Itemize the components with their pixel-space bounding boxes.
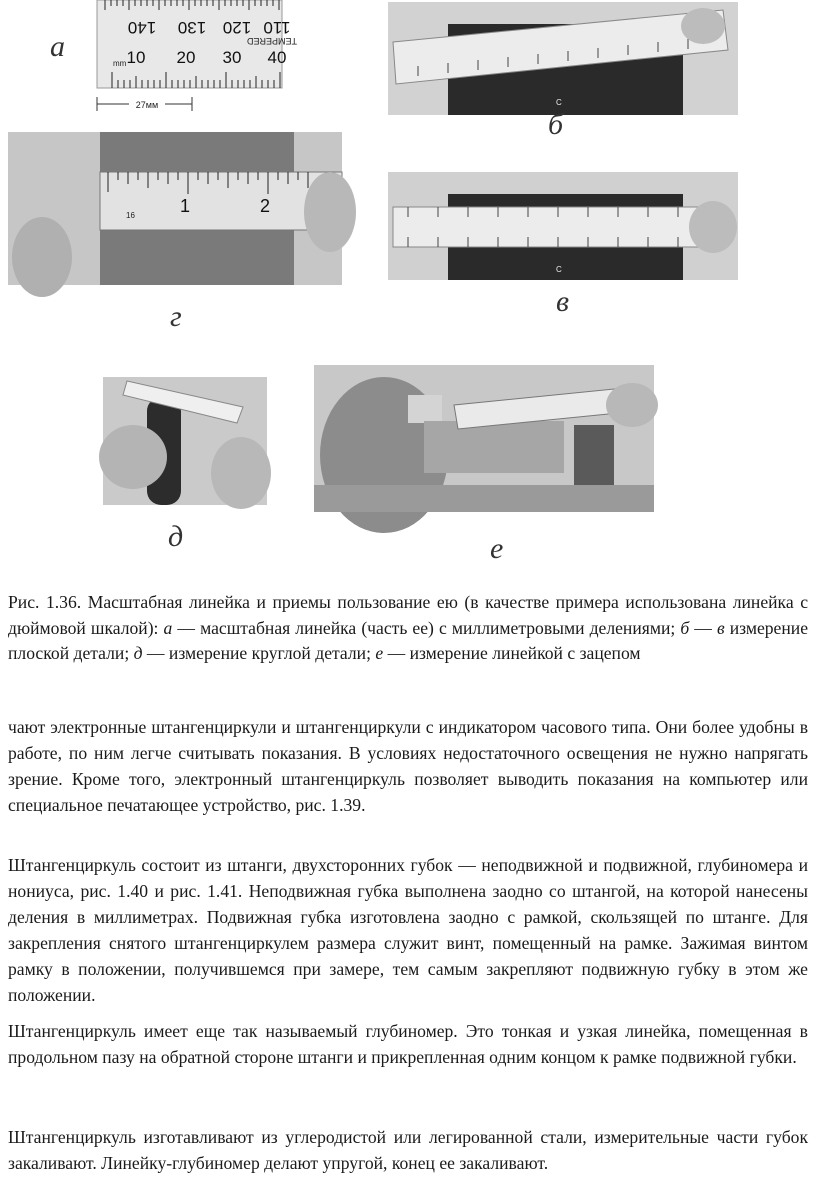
figure-g-photo bbox=[8, 132, 342, 285]
figure-e-drawing bbox=[314, 365, 654, 512]
caption-mark-d: д bbox=[133, 643, 143, 664]
ruler-g-tick-0: 1 bbox=[180, 196, 191, 216]
figure-v-photo bbox=[388, 172, 738, 280]
ruler-a-top-tick-0: 140 bbox=[127, 18, 157, 37]
ruler-a-unit: mm bbox=[113, 59, 127, 68]
figure-v-plate-letter: C bbox=[556, 265, 562, 274]
figure-b-drawing bbox=[388, 2, 738, 115]
figure-e-photo bbox=[314, 365, 654, 512]
figure-label-d: д bbox=[168, 520, 184, 553]
figure-caption bbox=[8, 590, 808, 667]
ruler-a-brand: TEMPERED bbox=[246, 36, 298, 46]
ruler-g-subdivision: 16 bbox=[126, 211, 135, 220]
paragraph-3: Штангенциркуль имеет еще так называемый глубиномер. Это тонкая и узкая линейка, помещенная в продольном пазу на обратной стороне штанги и прикрепленная одним концом к рамке подвижной губки. bbox=[8, 1021, 808, 1067]
caption-text-e: — измерение линейкой с зацепом bbox=[383, 643, 641, 664]
paragraph-2: Штангенциркуль состоит из штанги, двухсторонних губок — неподвижной и подвижной, глубиномера и нониуса, рис. 1.40 и рис. 1.41. Неподвижная губка выполнена заодно со штангой, на которой нанесены деления в миллиметрах. Подвижная губка изготовлена заодно с рамкой, скользящей по штанге. Для закрепления снятого штангенциркулем размера служит винт, помещенный на рамке. Зажимая винтом рамку в положении, получившемся при замере, тем самым закрепляют подвижную губку в этом же положении. bbox=[8, 855, 808, 1005]
figure-b-photo bbox=[388, 2, 738, 115]
ruler-a-bottom-tick-2: 30 bbox=[222, 48, 242, 67]
figure-label-v: в bbox=[556, 285, 570, 318]
caption-prefix: Рис. 1.36. Масштабная линейка и приемы пользование ею (в качестве примера использована линейка с дюймовой шкалой): bbox=[8, 592, 808, 638]
figure-d-photo bbox=[103, 377, 267, 505]
figure-g-drawing bbox=[8, 132, 342, 285]
figure-label-e: е bbox=[490, 532, 504, 565]
ruler-a-bottom-tick-0: 10 bbox=[126, 48, 146, 67]
figure-label-b: б bbox=[548, 108, 564, 141]
ruler-a-bottom-tick-1: 20 bbox=[176, 48, 196, 67]
ruler-a-drawing bbox=[97, 0, 298, 113]
figure-a-ruler-photo bbox=[97, 0, 298, 113]
caption-dash: — bbox=[689, 617, 717, 638]
caption-text-v: измерение плоской детали; bbox=[8, 617, 809, 664]
figure-d-drawing bbox=[103, 377, 267, 505]
figure-label-a: а bbox=[50, 30, 65, 63]
ruler-a-bottom-tick-3: 40 bbox=[267, 48, 287, 67]
figure-b-plate-letter: C bbox=[556, 98, 562, 107]
caption-mark-v: в bbox=[716, 617, 725, 638]
ruler-a-top-tick-1: 130 bbox=[177, 18, 207, 37]
caption-mark-e: е bbox=[375, 643, 384, 664]
figure-v-drawing bbox=[388, 172, 738, 280]
figure-label-g: г bbox=[170, 300, 182, 333]
ruler-a-top-tick-2: 120 bbox=[222, 18, 252, 37]
paragraph-1: чают электронные штангенциркули и штангенциркули с индикатором часового типа. Они более удобны в работе, по ним легче считывать показания. В условиях недостаточного освещения не нужно напрягать зрение. Кроме того, электронный штангенциркуль позволяет выводить показания на компьютер или специальное печатающее устройство, рис. 1.39. bbox=[8, 717, 808, 815]
caption-mark-b: б bbox=[680, 617, 690, 638]
ruler-a-dimension: 27мм bbox=[135, 100, 159, 110]
caption-text-d: — измерение круглой детали; bbox=[142, 643, 376, 664]
caption-text-a: — масштабная линейка (часть ее) с миллиметровыми делениями; bbox=[172, 617, 681, 638]
caption-mark-a: а bbox=[163, 617, 173, 638]
ruler-g-tick-1: 2 bbox=[260, 196, 271, 216]
ruler-a-top-tick-3: 110 bbox=[263, 18, 291, 37]
paragraph-4: Штангенциркуль изготавливают из углеродистой или легированной стали, измерительные части губок закаливают. Линейку-глубиномер делают упругой, конец ее закаливают. bbox=[8, 1127, 808, 1173]
